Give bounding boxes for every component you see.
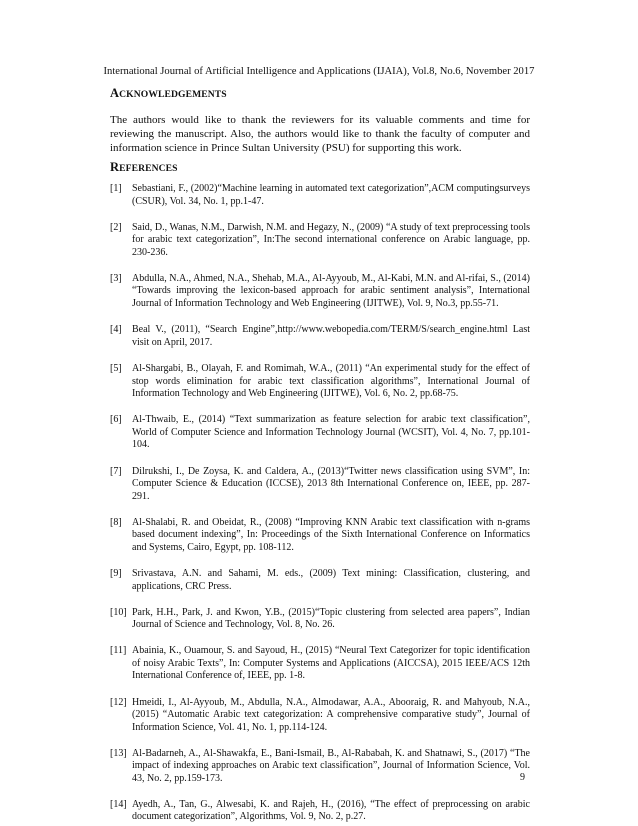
page-number: 9 xyxy=(520,772,525,783)
reference-number: [10] xyxy=(110,606,127,618)
reference-number: [12] xyxy=(110,696,127,708)
reference-text: Al-Badarneh, A., Al-Shawakfa, E., Bani-Ismail, B., Al-Rababah, K. and Shatnawi, S., (2017) “The impact of indexing approaches on Arabic text classification”, Journal of Information Science, Vol. 43, No. 2, pp.159-173. xyxy=(132,747,530,784)
reference-text: Al-Shargabi, B., Olayah, F. and Romimah, W.A., (2011) “An experimental study for the effect of stop words elimination for arabic text classification algorithms”, International Journal of Information Technology and Web Engineering (IJITWE), Vol. 6, No. 2, pp.68-75. xyxy=(132,363,530,399)
reference-number: [4] xyxy=(110,324,122,335)
reference-item xyxy=(110,748,530,786)
reference-number: [14] xyxy=(110,798,127,810)
reference-item xyxy=(110,517,530,555)
reference-number: [1] xyxy=(110,183,122,194)
acknowledgements-text: The authors would like to thank the reviewers for its valuable comments and time for reviewing the manuscript. Also, the authors would like to thank the faculty of computer and information science in Prince Sultan University (PSU) for supporting this work. xyxy=(110,114,530,154)
reference-item xyxy=(110,645,530,683)
running-header: International Journal of Artificial Intelligence and Applications (IJAIA), Vol.8, No.6, November 2017 xyxy=(103,66,535,77)
reference-item xyxy=(110,697,530,735)
reference-text: Srivastava, A.N. and Sahami, M. eds., (2009) Text mining: Classification, clustering, and applications, CRC Press. xyxy=(132,568,530,592)
reference-item xyxy=(110,363,530,401)
reference-number: [3] xyxy=(110,272,122,284)
reference-text: Abainia, K., Ouamour, S. and Sayoud, H., (2015) “Neural Text Categorizer for topic identification of noisy Arabic Texts”, In: Computer Systems and Applications (AICCSA), 2015 IEEE/ACS 12th International Conference of, IEEE, pp. 1-8. xyxy=(132,645,530,681)
reference-text: Al-Thwaib, E., (2014) “Text summarization as feature selection for arabic text classification”, World of Computer Science and Information Technology Journal (WCSIT), Vol. 4, No. 7, pp.101-104. xyxy=(132,414,530,450)
reference-number: [2] xyxy=(110,221,122,233)
acknowledgements-heading-initial: A xyxy=(110,86,120,100)
reference-item xyxy=(110,222,530,260)
references-heading-initial: R xyxy=(110,160,120,174)
references-heading xyxy=(110,160,178,175)
reference-text: Hmeidi, I., Al-Ayyoub, M., Abdulla, N.A., Almodawar, A.A., Abooraig, R. and Mahyoub, N.A., (2015) “Automatic Arabic text categorization: A comprehensive comparative study”, Journal of Information Science, Vol. 41, No. 1, pp.114-124. xyxy=(132,696,530,733)
reference-item xyxy=(110,183,530,208)
reference-item xyxy=(110,607,530,632)
reference-number: [7] xyxy=(110,465,122,477)
reference-number: [9] xyxy=(110,568,122,579)
reference-item xyxy=(110,414,530,452)
reference-number: [6] xyxy=(110,414,122,425)
reference-item xyxy=(110,568,530,593)
reference-text: Park, H.H., Park, J. and Kwon, Y.B., (2015)“Topic clustering from selected area papers”, Indian Journal of Science and Technology, Vol. 8, No. 26. xyxy=(132,606,530,630)
reference-text: Said, D., Wanas, N.M., Darwish, N.M. and Hegazy, N., (2009) “A study of text preprocessing tools for arabic text categorization”, In:The second international conference on Arabic language, pp. 230-236. xyxy=(132,221,530,258)
reference-text: Ayedh, A., Tan, G., Alwesabi, K. and Rajeh, H., (2016), “The effect of preprocessing on arabic document categorization”, Algorithms, Vol. 9, No. 2, p.27. xyxy=(132,798,530,822)
reference-item xyxy=(110,466,530,504)
reference-item xyxy=(110,324,530,349)
reference-text: Sebastiani, F., (2002)“Machine learning in automated text categorization”,ACM computingsurveys (CSUR), Vol. 34, No. 1, pp.1-47. xyxy=(132,183,530,207)
reference-number: [8] xyxy=(110,516,122,528)
reference-text: Abdulla, N.A., Ahmed, N.A., Shehab, M.A., Al-Ayyoub, M., Al-Kabi, M.N. and Al-rifai, S., (2014) “Towards improving the lexicon-based approach for arabic sentiment analysis”, International Journal of Information Technology and Web Engineering (IJITWE), Vol. 9, No.3, pp.55-71. xyxy=(132,272,530,309)
reference-item xyxy=(110,273,530,311)
reference-text: Dilrukshi, I., De Zoysa, K. and Caldera, A., (2013)“Twitter news classification using SVM”, In: Computer Science & Education (ICCSE), 2013 8th International Conference on, IEEE, pp. 287-291. xyxy=(132,465,530,502)
references-heading-rest: EFERENCES xyxy=(119,163,178,174)
reference-text: Beal V., (2011), “Search Engine”,http://www.webopedia.com/TERM/S/search_engine.html Last visit on April, 2017. xyxy=(132,324,530,348)
reference-number: [11] xyxy=(110,645,127,656)
references-list xyxy=(110,183,530,824)
acknowledgements-heading-rest: CKNOWLEDGEMENTS xyxy=(119,89,227,100)
reference-number: [13] xyxy=(110,747,127,759)
reference-number: [5] xyxy=(110,363,122,374)
reference-text: Al-Shalabi, R. and Obeidat, R., (2008) “Improving KNN Arabic text classification with n-grams based document indexing”, In: Proceedings of the Sixth International Conference on Informatics and Systems, Cairo, Egypt, pp. 108-112. xyxy=(132,516,530,553)
reference-item xyxy=(110,799,530,824)
acknowledgements-heading xyxy=(110,86,227,101)
